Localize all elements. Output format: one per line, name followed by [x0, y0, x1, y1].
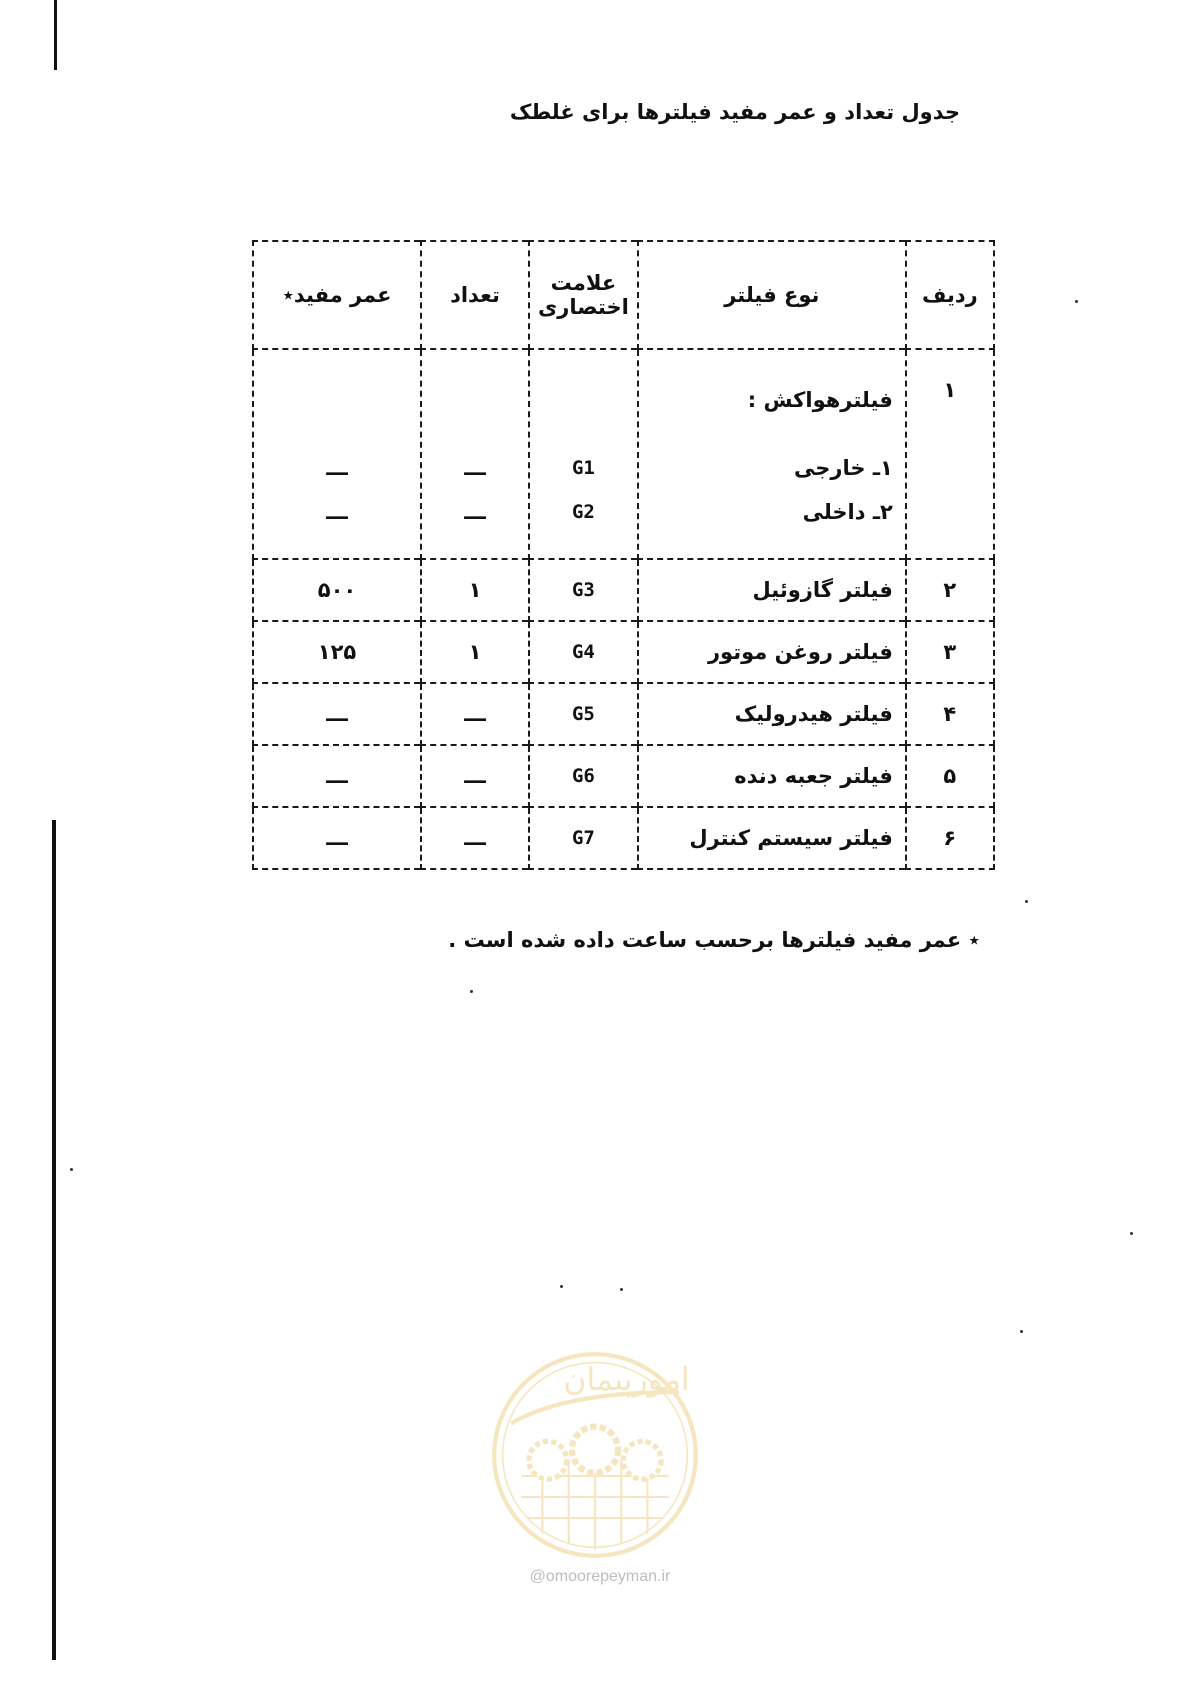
code-internal: G2	[571, 501, 595, 523]
filter-code: G7	[529, 807, 638, 869]
row-number: ۴	[906, 683, 994, 745]
filter-type: فیلتر سیستم کنترل	[638, 807, 906, 869]
filter-count: ۱	[421, 559, 529, 621]
filter-life: ـــ	[253, 807, 421, 869]
row-number: ۱	[906, 349, 994, 559]
filter-life: ـــ	[253, 745, 421, 807]
table-row-air-filter	[253, 349, 994, 559]
filter-code: G4	[529, 621, 638, 683]
air-filter-heading: فیلترهواکش :	[747, 388, 893, 412]
air-filter-life	[253, 349, 421, 559]
header-row-number: ردیف	[906, 241, 994, 349]
scan-speck	[1025, 900, 1028, 903]
filter-type: فیلتر گازوئیل	[638, 559, 906, 621]
filter-count: ـــ	[421, 807, 529, 869]
count-internal: ـــ	[464, 500, 486, 524]
filter-table	[252, 240, 995, 870]
table-row	[253, 683, 994, 745]
scan-edge-line-top	[54, 0, 57, 70]
header-filter-type: نوع فیلتر	[638, 241, 906, 349]
air-filter-external: ۱ـ خارجی	[794, 456, 893, 480]
filter-code: G5	[529, 683, 638, 745]
filter-type: فیلتر هیدرولیک	[638, 683, 906, 745]
scan-speck	[470, 990, 473, 993]
header-useful-life: عمر مفید٭	[253, 241, 421, 349]
air-filter-internal: ۲ـ داخلی	[802, 500, 893, 524]
filter-life: ـــ	[253, 683, 421, 745]
scan-speck	[70, 1168, 73, 1171]
life-external: ـــ	[326, 456, 348, 480]
scan-speck	[620, 1288, 623, 1291]
row-number: ۵	[906, 745, 994, 807]
table-row	[253, 621, 994, 683]
row-number: ۶	[906, 807, 994, 869]
code-external: G1	[571, 457, 595, 479]
filter-code: G3	[529, 559, 638, 621]
filter-type: فیلتر جعبه دنده	[638, 745, 906, 807]
row-number: ۲	[906, 559, 994, 621]
row-number: ۳	[906, 621, 994, 683]
table-row	[253, 559, 994, 621]
scan-speck	[1075, 300, 1078, 303]
filter-type: فیلتر روغن موتور	[638, 621, 906, 683]
watermark-site-text: @omoorepeyman.ir	[529, 1568, 671, 1585]
life-internal: ـــ	[326, 500, 348, 524]
air-filter-counts	[421, 349, 529, 559]
table-row	[253, 745, 994, 807]
filter-count: ـــ	[421, 683, 529, 745]
filter-count: ۱	[421, 621, 529, 683]
scan-speck	[1020, 1330, 1023, 1333]
footnote: ٭ عمر مفید فیلترها برحسب ساعت داده شده است .	[448, 928, 980, 952]
filter-life: ۵۰۰	[253, 559, 421, 621]
filter-life: ۱۲۵	[253, 621, 421, 683]
scan-speck	[560, 1285, 563, 1288]
table-row	[253, 807, 994, 869]
watermark-logo-text: امورپیمان	[563, 1361, 690, 1398]
scan-edge-line	[52, 820, 56, 1660]
table-header-row	[253, 241, 994, 349]
air-filter-cell	[638, 349, 906, 559]
filter-code: G6	[529, 745, 638, 807]
filter-count: ـــ	[421, 745, 529, 807]
header-count: تعداد	[421, 241, 529, 349]
air-filter-codes	[529, 349, 638, 559]
count-external: ـــ	[464, 456, 486, 480]
header-code: علامت اختصاری	[529, 241, 638, 349]
page-title: جدول تعداد و عمر مفید فیلترها برای غلطک	[509, 100, 960, 124]
watermark-logo	[490, 1350, 700, 1560]
scan-speck	[1130, 1232, 1133, 1235]
